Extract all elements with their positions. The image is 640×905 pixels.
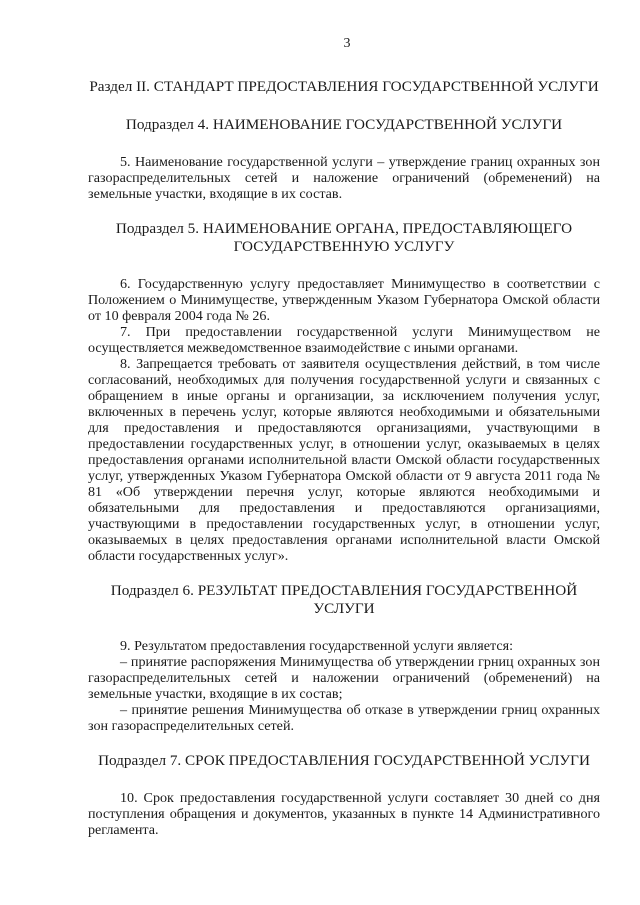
section-2-title: Раздел II. СТАНДАРТ ПРЕДОСТАВЛЕНИЯ ГОСУДАРСТВЕННОЙ УСЛУГИ <box>89 78 599 95</box>
paragraph-9-item-a: – принятие распоряжения Минимущества об утверждении грниц охранных зон газораспределительных сетей и наложении ограничений (обременений) на земельные участки, входящие в их состав; <box>88 654 600 702</box>
paragraph-9-item-b: – принятие решения Минимущества об отказе в утверждении грниц охранных зон газораспределительных сетей. <box>88 702 600 734</box>
subsection-6-title: Подраздел 6. РЕЗУЛЬТАТ ПРЕДОСТАВЛЕНИЯ ГОСУДАРСТВЕННОЙ УСЛУГИ <box>110 582 578 617</box>
paragraph-9: 9. Результатом предоставления государственной услуги является: <box>120 638 514 654</box>
subsection-7-title: Подраздел 7. СРОК ПРЕДОСТАВЛЕНИЯ ГОСУДАРСТВЕННОЙ УСЛУГИ <box>98 752 590 769</box>
paragraph-7: 7. При предоставлении государственной услуги Минимуществом не осуществляется межведомственное взаимодействие с иными органами. <box>88 324 600 356</box>
page-number: 3 <box>343 36 351 51</box>
subsection-5-title: Подраздел 5. НАИМЕНОВАНИЕ ОРГАНА, ПРЕДОСТАВЛЯЮЩЕГО ГОСУДАРСТВЕННУЮ УСЛУГУ <box>115 220 573 255</box>
paragraph-6: 6. Государственную услугу предоставляет Минимущество в соответствии с Положением о Минимуществе, утвержденным Указом Губернатора Омской области от 10 февраля 2004 года № 26. <box>88 276 600 324</box>
paragraph-5: 5. Наименование государственной услуги – утверждение границ охранных зон газораспределительных сетей и наложение ограничений (обременений) на земельные участки, входящие в их состав. <box>88 154 600 202</box>
subsection-4-title: Подраздел 4. НАИМЕНОВАНИЕ ГОСУДАРСТВЕННОЙ УСЛУГИ <box>125 116 563 133</box>
paragraph-8: 8. Запрещается требовать от заявителя осуществления действий, в том числе согласований, необходимых для получения государственной услуги и связанных с обращением в иные органы и организации, за исключением получения услуг, включенных в перечень услуг, которые являются необходимыми и обязательными для предоставления и предоставляются организациями, участвующими в предоставлении государственных услуг, в отношении услуг, оказываемых в целях предоставления органами исполнительной власти Омской области государственных услуг, утвержденных Указом Губернатора Омской области от 9 августа 2011 года № 81 «Об утверждении перечня услуг, которые являются необходимыми и обязательными для предоставления и предоставляются организациями, участвующими в предоставлении государственных услуг, в отношении услуг, оказываемых в целях предоставления органами исполнительной власти Омской области государственных услуг». <box>88 356 600 564</box>
paragraph-10: 10. Срок предоставления государственной услуги составляет 30 дней со дня поступления обращения и документов, указанных в пункте 14 Административного регламента. <box>88 790 600 838</box>
